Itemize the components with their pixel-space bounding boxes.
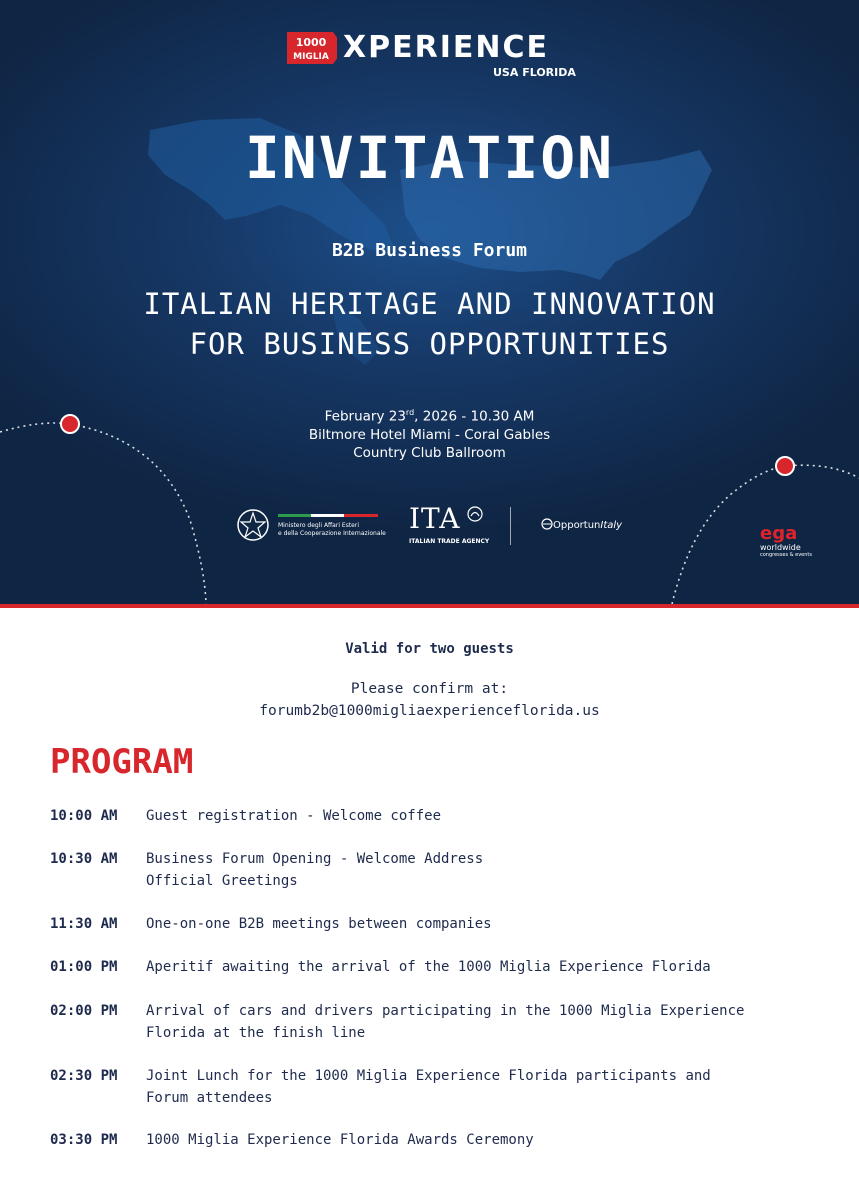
headline-line-2: FOR BUSINESS OPPORTUNITIES xyxy=(189,327,670,361)
ega-logo xyxy=(760,525,820,558)
ministry-logo xyxy=(236,507,386,547)
republic-emblem-icon xyxy=(236,507,270,543)
confirm-label: Please confirm at: xyxy=(350,681,509,697)
ita-wordmark: ITA xyxy=(409,502,461,535)
logo-badge-bottom-text: MIGLIA xyxy=(293,52,329,62)
event-date: February 23rd, 2026 - 10.30 AM xyxy=(324,408,535,425)
program-desc-2: Florida at the finish line xyxy=(146,1024,366,1041)
ega-subtitle: worldwide xyxy=(760,543,801,552)
ministry-line-2: e della Cooperazione Internazionale xyxy=(278,530,386,537)
program-desc-2: Official Greetings xyxy=(146,872,298,889)
program-desc-2: Forum attendees xyxy=(146,1089,273,1106)
ita-logo xyxy=(407,502,490,546)
logo-subtitle: USA FLORIDA xyxy=(493,66,576,79)
logo-wordmark: XPERIENCE xyxy=(343,30,549,65)
program-desc: Guest registration - Welcome coffee xyxy=(146,808,442,824)
headline xyxy=(0,284,859,364)
program-desc: One-on-one B2B meetings between companies xyxy=(146,916,492,932)
program-time: 01:00 PM xyxy=(50,959,118,975)
opportunitaly-logo: OpportunItaly xyxy=(541,518,622,531)
program-time: 02:30 PM xyxy=(50,1068,118,1084)
program-title: PROGRAM xyxy=(50,742,194,782)
program-time: 03:30 PM xyxy=(50,1132,118,1148)
headline-line-1: ITALIAN HERITAGE AND INNOVATION xyxy=(143,287,716,321)
ministry-line-1: Ministero degli Affari Esteri xyxy=(278,522,359,529)
event-venue-line-2: Country Club Ballroom xyxy=(353,444,506,461)
program-desc: Aperitif awaiting the arrival of the 1000 Miglia Experience Florida xyxy=(146,959,711,975)
program-time: 11:30 AM xyxy=(50,916,118,932)
confirm-block xyxy=(0,678,859,722)
forum-subtitle: B2B Business Forum xyxy=(331,240,528,261)
opportunitaly-globe-icon xyxy=(541,518,553,530)
valid-for-guests: Valid for two guests xyxy=(345,641,514,657)
program-desc: 1000 Miglia Experience Florida Awards Ceremony xyxy=(146,1132,534,1148)
program-time: 10:30 AM xyxy=(50,851,118,867)
event-details xyxy=(0,404,859,462)
logo-badge-arrow-icon xyxy=(287,32,337,64)
ita-subtitle: ITALIAN TRADE AGENCY xyxy=(409,538,490,545)
hero-divider-line xyxy=(0,604,859,608)
partner-divider xyxy=(510,507,511,545)
ega-wordmark: ega xyxy=(760,523,798,544)
program-time: 02:00 PM xyxy=(50,1003,118,1019)
ega-subtitle-2: congresses & events xyxy=(760,552,812,558)
program-desc: Business Forum Opening - Welcome Address xyxy=(146,851,484,867)
program-desc: Joint Lunch for the 1000 Miglia Experience Florida participants and xyxy=(146,1068,711,1084)
program-desc: Arrival of cars and drivers participating in the 1000 Miglia Experience xyxy=(146,1003,745,1019)
ita-emblem-icon xyxy=(467,506,483,522)
confirm-email-link[interactable]: forumb2b@1000migliaexperienceflorida.us xyxy=(259,703,600,719)
flag-stripe xyxy=(278,514,378,517)
program-time: 10:00 AM xyxy=(50,808,118,824)
event-venue-line-1: Biltmore Hotel Miami - Coral Gables xyxy=(308,426,551,443)
invitation-title: INVITATION xyxy=(244,124,615,192)
logo-badge-top-text: 1000 xyxy=(295,36,327,49)
